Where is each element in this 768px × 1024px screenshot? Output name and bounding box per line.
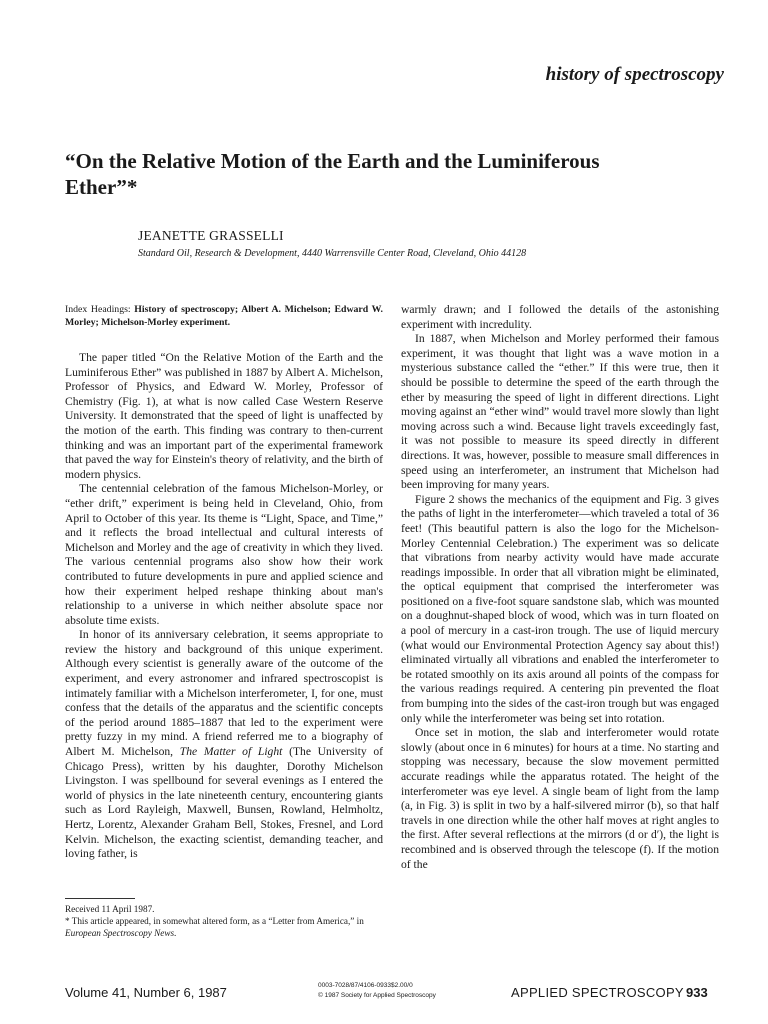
footnote (65, 915, 385, 939)
footnote-text: . (174, 928, 177, 938)
paragraph-text: (The University of Chicago Press), written by his daughter, Dorothy Michelson Livingston. I was spellbound for several evenings as I entered the world of physics in the late nineteenth century, encountering giants such as Lord Rayleigh, Maxwell, Bunsen, Rowland, Helmholtz, Hertz, Lorentz, Alexander Graham Bell, Stokes, Fresnel, and Lord Kelvin. Michelson, the exacting scientist, demanding teacher, and loving father, is (65, 745, 383, 861)
index-headings-label: Index Headings: (65, 304, 135, 315)
footer-journal: APPLIED SPECTROSCOPY (511, 985, 684, 1000)
footnote-divider (65, 898, 135, 899)
paragraph: Once set in motion, the slab and interferometer would rotate slowly (about once in 6 minutes) for hours at a time. No starting and stopping was necessary, because the slow movement permitted accurate readings while the apparatus rotated. The height of the interferometer was eye level. A single beam of light from the lamp (a, in Fig. 3) is split in two by a half-silvered mirror (b), so that half travels in one direction while the other half moves at right angles to the first. After several reflections at the mirrors (d or d′), the light is recombined and is observed through the telescope (f). If the motion of the (401, 726, 719, 871)
paragraph: The paper titled “On the Relative Motion of the Earth and the Luminiferous Ether” was published in 1887 by Albert A. Michelson, Professor of Physics, and Edward W. Morley, Professor of Chemistry (Fig. 1), at what is now called Case Western Reserve University. It demonstrated that the speed of light is unaffected by the motion of the earth. This finding was contrary to then-current thinking and was an important part of the experimental framework that paved the way for Einstein's theory of relativity, and the birth of modern physics. (65, 351, 383, 481)
footnotes (65, 903, 385, 939)
footnote-text: * This article appeared, in somewhat altered form, as a “Letter from America,” in (65, 916, 364, 926)
author-affiliation: Standard Oil, Research & Development, 4440 Warrensville Center Road, Cleveland, Ohio 44128 (138, 248, 527, 259)
footer-volume: Volume 41, Number 6, 1987 (65, 985, 227, 1000)
section-label: history of spectroscopy (545, 64, 724, 85)
paragraph: In 1887, when Michelson and Morley performed their famous experiment, it was thought that light was a wave motion in a mysterious substance called the “ether.” If this were true, then it should be possible to determine the speed of the earth through the ether by measuring the speed of light in different directions. Light moving against an “ether wind” would travel more slowly than light moving across such a wind. Because light travels exceedingly fast, it was not possible to measure its speed directly in different directions. It was, however, possible to measure small differences in speed using an interferometer, an instrument that Michelson had been improving for many years. (401, 332, 719, 492)
publication-name: European Spectroscopy News (65, 928, 175, 938)
paragraph: warmly drawn; and I followed the details of the astonishing experiment with incredulity. (401, 303, 719, 331)
book-title: The Matter of Light (179, 745, 283, 759)
received-date: Received 11 April 1987. (65, 904, 155, 914)
paragraph-text: In honor of its anniversary celebration, it seems appropriate to review the history and background of this unique experiment. Although every scientist is generally aware of the outcome of the experiment, and every astronomer and infrared spectroscopist is intimately familiar with a Michelson interferometer, I, for one, must confess that the details of the apparatus and the scientific concepts of the period around 1885–1887 that led to the experiment were pretty fuzzy in my mind. A friend referred me to a biography of Albert M. Michelson, (65, 628, 383, 759)
paragraph: The centennial celebration of the famous Michelson-Morley, or “ether drift,” experiment is being held in Cleveland, Ohio, from April to October of this year. Its theme is “Light, Space, and Time,” and it reflects the broad intellectual and cultural interests of Michelson and Morley and the age of creativity in which they lived. The various centennial programs also show how their work contributed to future developments in pure and applied science and how their experiment helped reshape thinking about man's relationship to a universe in which neither absolute space nor absolute time exists. (65, 482, 383, 627)
article-title: “On the Relative Motion of the Earth and the Luminiferous Ether”* (65, 149, 600, 199)
author-name: JEANETTE GRASSELLI (138, 228, 284, 243)
right-column (401, 303, 719, 872)
left-column (65, 303, 383, 862)
issn-code: 0003-7028/87/4106-0933$2.00/0 (318, 982, 413, 989)
copyright: © 1987 Society for Applied Spectroscopy (318, 992, 436, 999)
paragraph (65, 628, 383, 862)
index-headings-terms: History of spectroscopy; Albert A. Michelson; Edward W. Morley; Michelson-Morley experiment. (65, 304, 383, 328)
footer-issn (318, 981, 478, 1001)
page-number: 933 (686, 985, 708, 1000)
index-headings (65, 303, 383, 329)
paragraph: Figure 2 shows the mechanics of the equipment and Fig. 3 gives the paths of light in the interferometer—which traveled a total of 36 feet! (This beautiful pattern is also the logo for the Michelson-Morley Centennial Celebration.) The experiment was so delicate that vibrations from nearby activity would have made accurate readings impossible. In order that all vibration might be eliminated, the optical equipment that comprised the interferometer was positioned on a five-foot square sandstone slab, which was mounted on a doughnut-shaped block of wood, which was in turn floated on a pool of mercury in a cast-iron trough. The use of liquid mercury (what would our Environmental Protection Agency say about this!) eliminated virtually all vibrations and enabled the interferometer to be rotated smoothly on its axis around all points of the compass for the various readings required. A centering pin prevented the float from bumping into the sides of the cast-iron trough but was engaged only while the interferometer was being set into rotation. (401, 492, 719, 725)
